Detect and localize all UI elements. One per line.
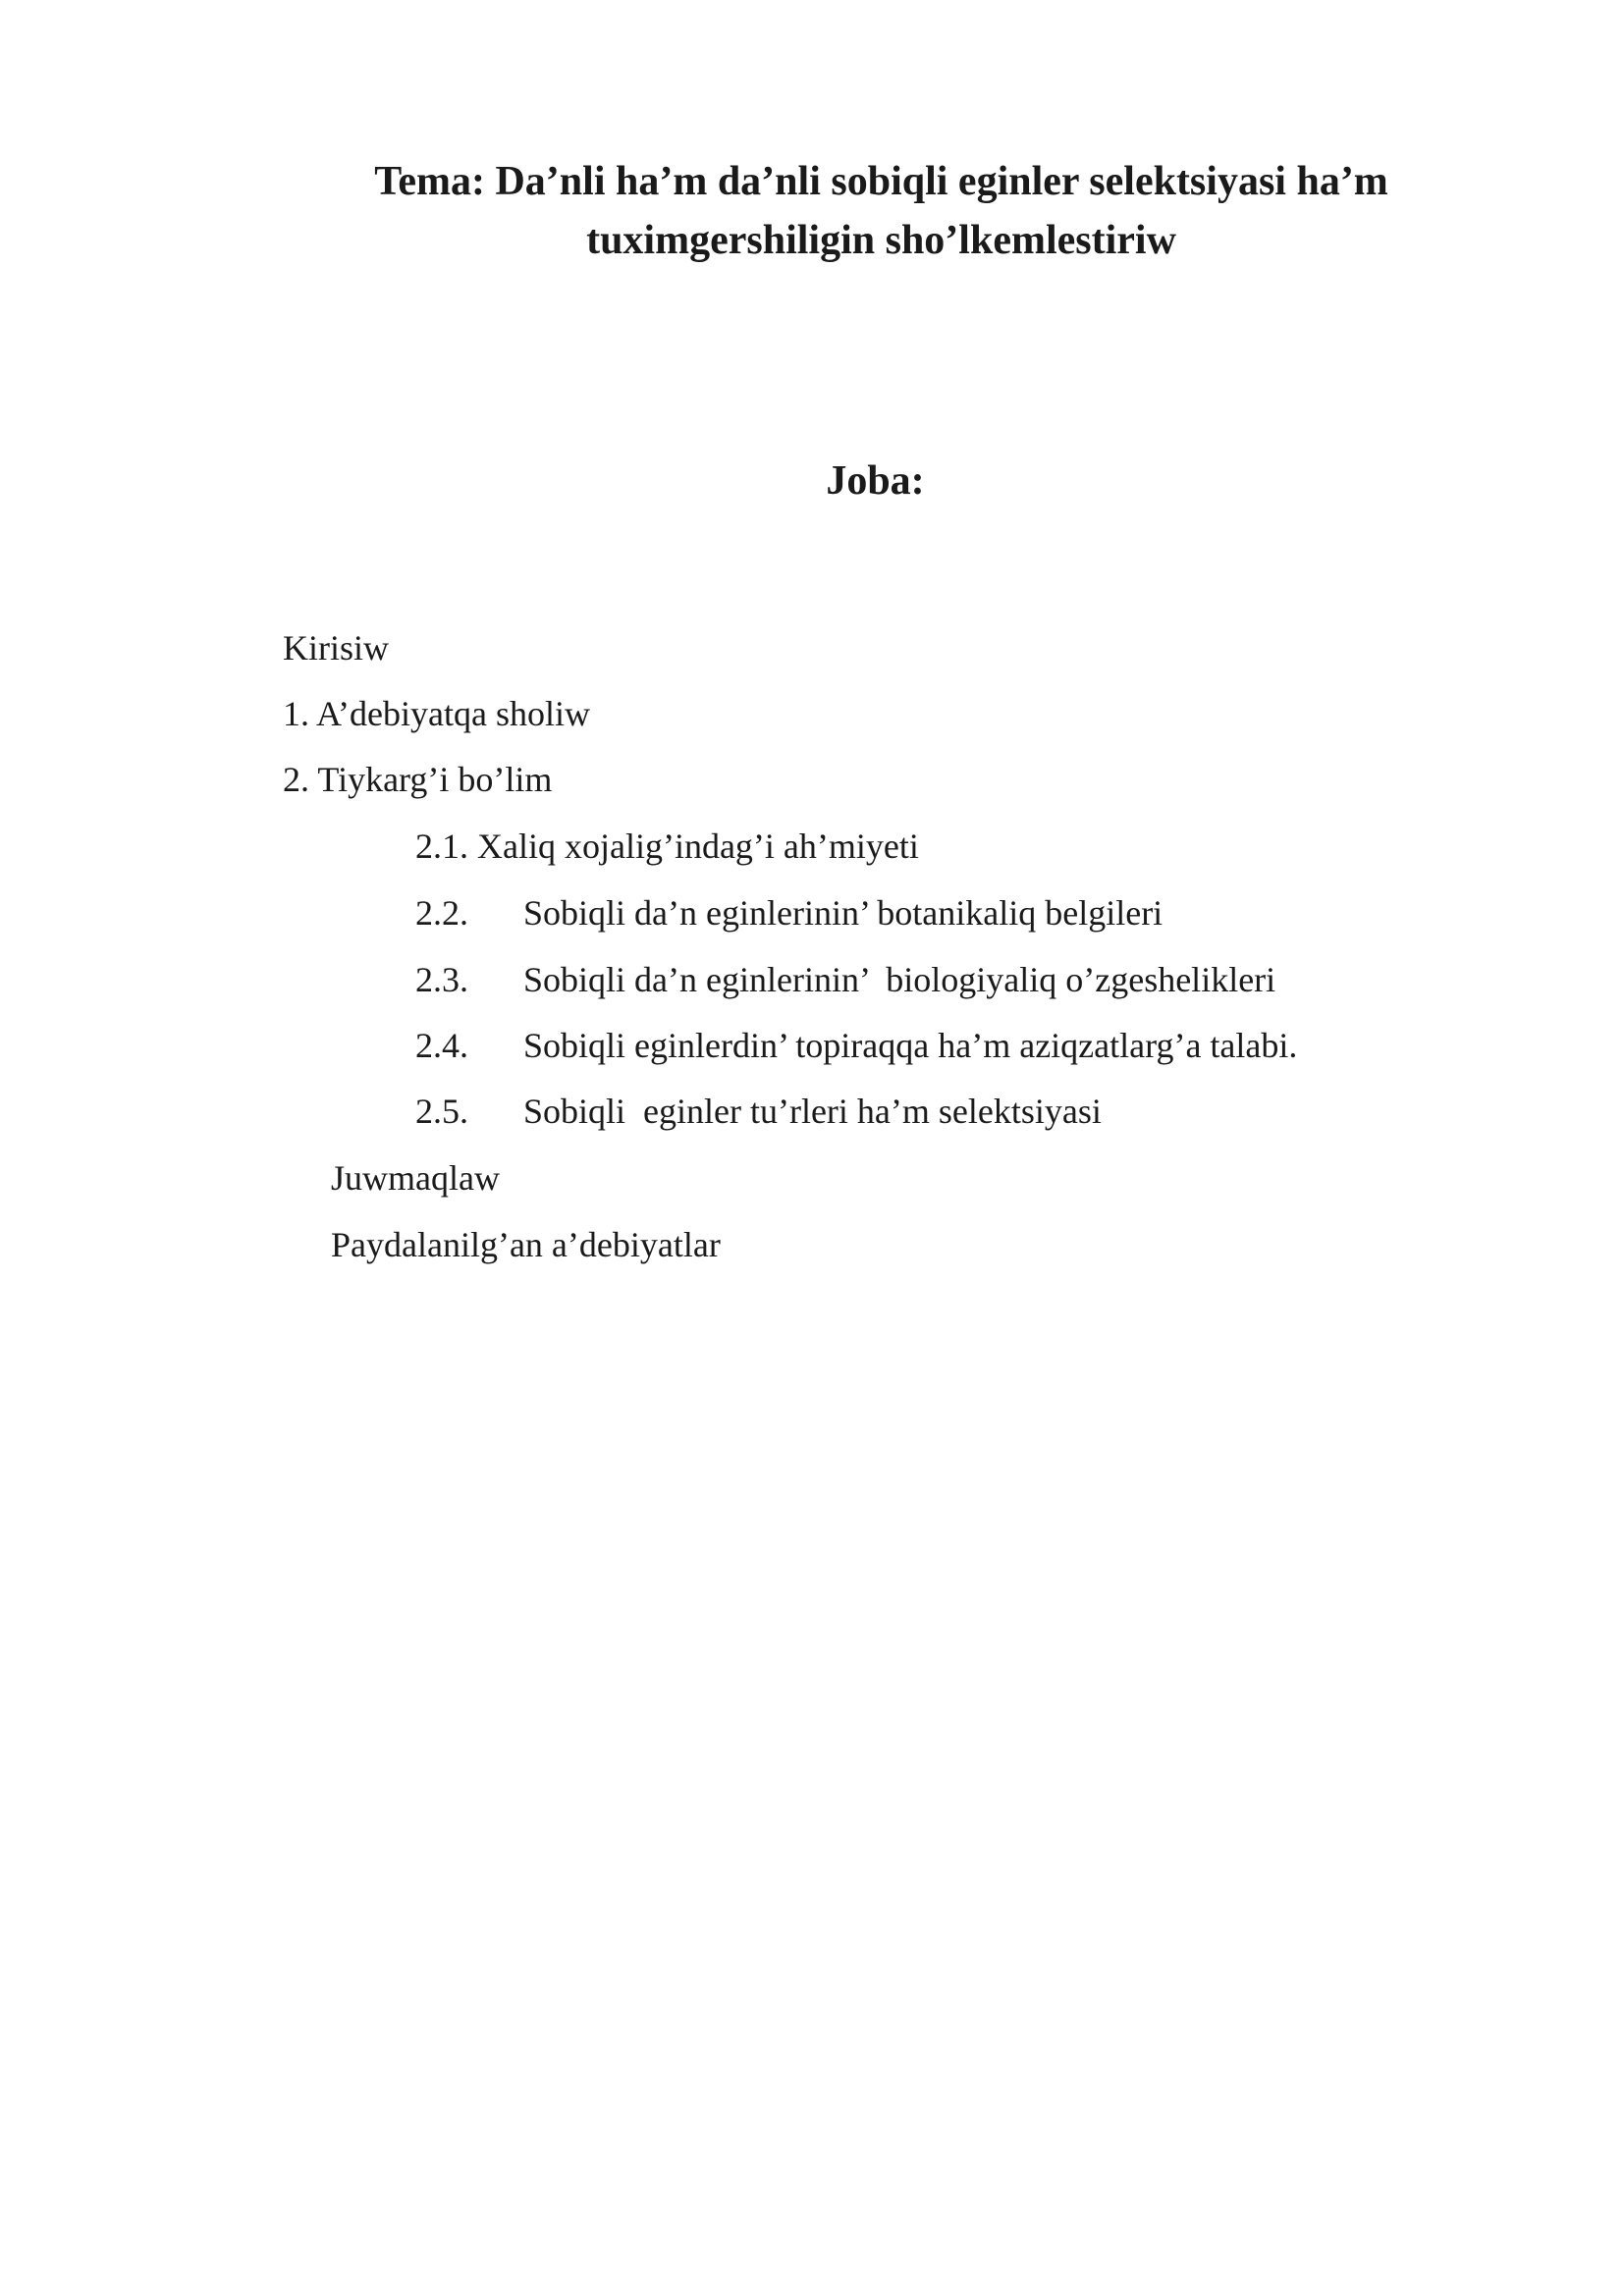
toc-item-number: 2.3. bbox=[415, 960, 468, 999]
toc-item-number: 2.2. bbox=[415, 893, 468, 933]
toc-item-number: 2.5. bbox=[415, 1092, 468, 1131]
plan-heading: Joba: bbox=[826, 458, 925, 504]
toc-item-conclusion: Juwmaqlaw bbox=[331, 1158, 500, 1198]
toc-item-2-1: 2.1. Xaliq xojalig’indag’i ah’miyeti bbox=[415, 827, 919, 866]
toc-item-literature-review: 1. A’debiyatqa sholiw bbox=[283, 694, 590, 733]
toc-item-label: Sobiqli eginler tu’rleri ha’m selektsiyasi bbox=[523, 1092, 1102, 1131]
toc-item-label: Sobiqli da’n eginlerinin’ botanikaliq belgileri bbox=[523, 893, 1164, 933]
toc-item-references: Paydalanilg’an a’debiyatlar bbox=[331, 1225, 721, 1264]
toc-item-label: Sobiqli da’n eginlerinin’ biologiyaliq o’zgeshelikleri bbox=[523, 960, 1276, 999]
title-line-2: tuximgershiligin sho’lkemlestiriw bbox=[586, 218, 1176, 263]
toc-item-number: 2.4. bbox=[415, 1026, 468, 1065]
toc-item-label: Sobiqli eginlerdin’ topiraqqa ha’m aziqzatlarg’a talabi. bbox=[523, 1026, 1298, 1065]
toc-item-introduction: Kirisiw bbox=[283, 628, 389, 667]
title-line-1: Tema: Da’nli ha’m da’nli sobiqli eginler selektsiyasi ha’m bbox=[374, 159, 1388, 204]
toc-item-main-part: 2. Tiykarg’i bo’lim bbox=[283, 760, 553, 799]
document-title bbox=[314, 152, 1448, 270]
